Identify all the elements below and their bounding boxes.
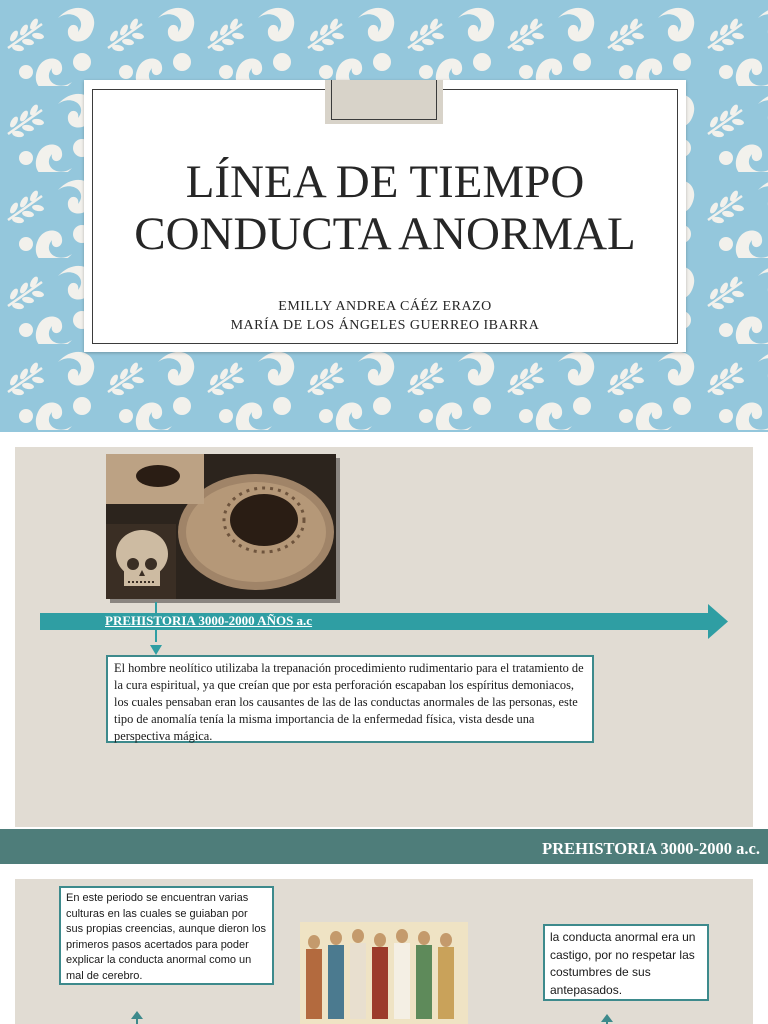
page-title — [84, 156, 686, 260]
section-header-bar — [0, 829, 768, 864]
punishment-text-box: la conducta anormal era un castigo, por no respetar las costumbres de sus antepasados. — [543, 924, 709, 1001]
title-card-tab — [325, 80, 443, 124]
author-2: MARÍA DE LOS ÁNGELES GUERREO IBARRA — [230, 318, 540, 333]
cultures-text-box: En este periodo se encuentran varias culturas en las cuales se guiaban por sus propias creencias, aunque dieron los primeros pasos acertados para poder explicar la conducta anormal como un mal de cerebro. — [59, 886, 274, 985]
cover-slide — [0, 0, 768, 432]
detail-slide — [15, 879, 753, 1024]
timeline-slide — [15, 447, 753, 827]
trepanation-description: El hombre neolítico utilizaba la trepanación procedimiento rudimentario para el tratamiento de la cura espiritual, ya que creían que por esta perforación escapaban los espíritus demoniacos, los cuales pensaban eran los causantes de las de las conductas anormales de las personas, este tipo de anomalía tenía la misma importancia de la enfermedad física, vista desde una perspectiva mágica. — [106, 655, 594, 743]
ancient-people-illustration — [300, 922, 468, 1024]
trepanned-skull-image — [106, 454, 336, 599]
title-line-2: CONDUCTA ANORMAL — [134, 208, 636, 260]
up-arrow-right — [600, 1014, 614, 1024]
author-1: EMILLY ANDREA CÁÉZ ERAZO — [278, 299, 492, 314]
up-arrow-left — [130, 1011, 144, 1024]
connector-arrowhead — [150, 643, 162, 655]
title-line-1: LÍNEA DE TIEMPO — [185, 156, 585, 208]
authors — [84, 297, 686, 335]
era-label-link[interactable]: PREHISTORIA 3000-2000 AÑOS a.c — [105, 613, 313, 628]
section-heading: PREHISTORIA 3000-2000 a.c. — [542, 839, 760, 858]
